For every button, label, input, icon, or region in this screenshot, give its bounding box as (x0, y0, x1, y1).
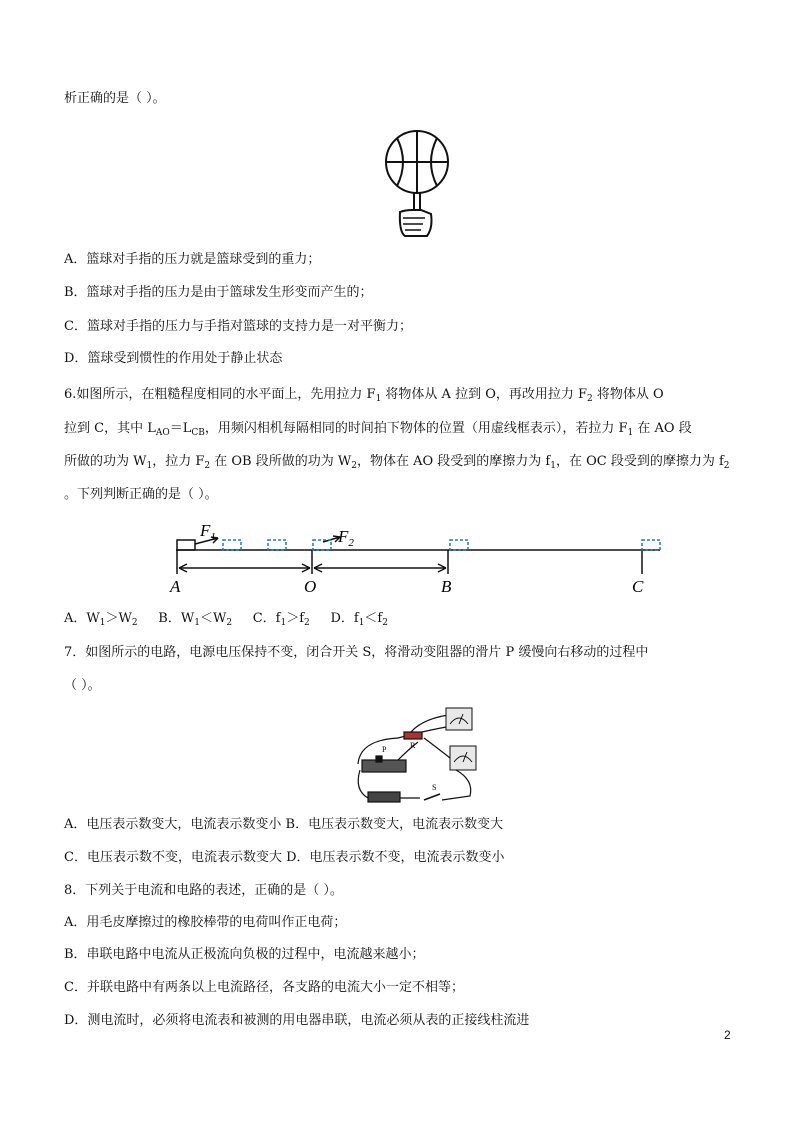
q7-options-ab: A．电压表示数变大，电流表示数变小 B．电压表示数变大，电流表示数变大 (64, 817, 504, 832)
point-c-label: C (632, 577, 644, 596)
q6-option-b: B．$W_1<W_2$ (158, 611, 233, 628)
q6-stem-line-2: 拉到 C，其中 $L_{AO}=L_{CB}$，用频闪相机每隔相同的时间拍下物体的位置（用虚线框表示），若拉力 $F_1$ 在 AO 段 (64, 421, 692, 438)
dashed-frame (313, 540, 331, 550)
q6-stem-line-3: 所做的功为 $W_1$，拉力 $F_2$ 在 OB 段所做的功为 $W_2$，物体在 AO 段受到的摩擦力为 $f_1$，在 OC 段受到的摩擦力为 $f_2$ (64, 454, 730, 471)
point-b-label: B (441, 577, 452, 596)
circuit-figure (348, 700, 488, 810)
q5-option-b: B．篮球对手指的压力是由于篮球发生形变而产生的； (64, 285, 373, 300)
q5-option-a: A．篮球对手指的压力就是篮球受到的重力； (64, 252, 321, 267)
q6-options (64, 610, 388, 632)
q8-option-d: D．测电流时，必须将电流表和被测的用电器串联，电流必须从表的正接线柱流进 (64, 1013, 530, 1028)
force-f2-label: $F_2$ (338, 527, 354, 549)
q6-option-c: C．$f_1>f_2$ (252, 611, 310, 628)
dashed-frame (642, 540, 660, 550)
basketball-figure (375, 128, 460, 243)
voltmeter (446, 708, 472, 730)
resistor-r (404, 732, 422, 739)
q7-stem-line-1: 7．如图所示的电路，电源电压保持不变，闭合开关 S，将滑动变阻器的滑片 P 缓慢向右移动的过程中 (64, 645, 649, 660)
q7-options-cd: C．电压表示数不变，电流表示数变大 D．电压表示数不变，电流表示数变小 (64, 850, 505, 865)
point-o-label: O (304, 577, 317, 596)
q6-option-d: D．$f_1<f_2$ (330, 611, 388, 628)
q5-option-d: D．篮球受到惯性的作用处于静止状态 (64, 351, 283, 366)
q8-option-a: A．用毛皮摩擦过的橡胶棒带的电荷叫作正电荷； (64, 915, 347, 930)
label-p: P (382, 745, 387, 754)
q8-option-c: C．并联电路中有两条以上电流路径，各支路的电流大小一定不相等； (64, 980, 464, 995)
q7-stem-line-2: （ ）。 (64, 678, 101, 693)
point-a-label: A (170, 577, 181, 596)
dashed-frame (450, 540, 468, 550)
force-f1-label: $F_1$ (200, 521, 216, 543)
ammeter (450, 746, 476, 770)
switch-s (424, 794, 440, 800)
q6-option-a: A．$W_1>W_2$ (64, 611, 138, 628)
motion-diagram (160, 518, 680, 598)
q5-stem-tail: 析正确的是（ ）。 (64, 91, 166, 106)
q6-stem-line-4: 。下列判断正确的是（ ）。 (64, 487, 218, 502)
rheostat (362, 760, 406, 772)
dashed-frame (268, 540, 286, 550)
page-number: 2 (724, 1028, 731, 1042)
q5-option-c: C．篮球对手指的压力与手指对篮球的支持力是一对平衡力； (64, 319, 412, 334)
battery (368, 792, 400, 802)
label-r: R (410, 741, 416, 750)
object-block (177, 540, 195, 550)
dashed-frame (223, 540, 241, 550)
label-s: S (432, 783, 437, 792)
q8-stem: 8．下列关于电流和电路的表述，正确的是（ ）。 (64, 883, 343, 898)
q8-option-b: B．串联电路中电流从正极流向负极的过程中，电流越来越小； (64, 947, 425, 962)
q6-stem-line-1: 6.如图所示，在粗糙程度相同的水平面上，先用拉力 $F_1$ 将物体从 A 拉到 O，再改用拉力 $F_2$ 将物体从 O (64, 387, 664, 404)
